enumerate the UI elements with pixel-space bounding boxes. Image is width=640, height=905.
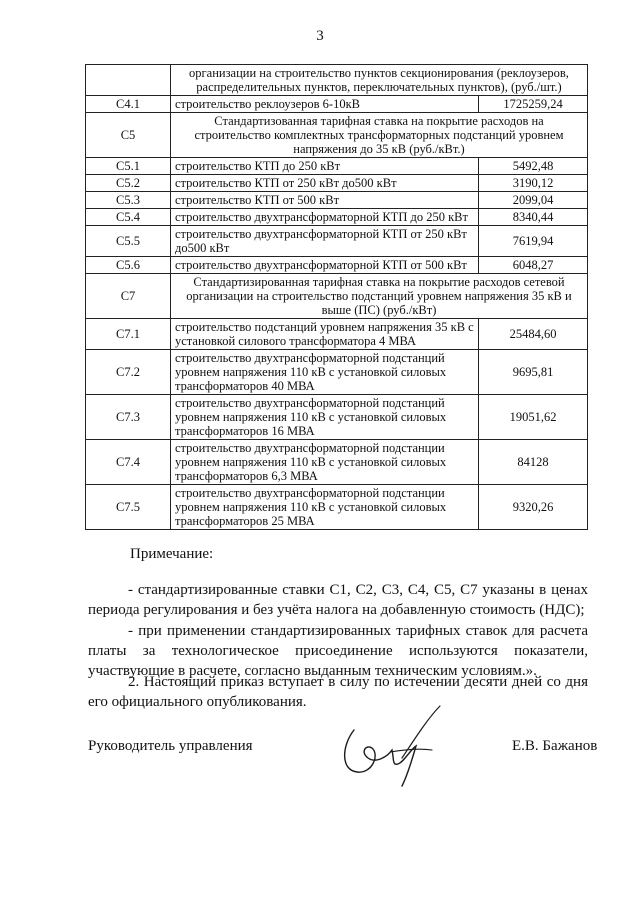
table-cell-description: строительство двухтрансформаторной подстанций уровнем напряжения 110 кВ с установкой силовых трансформаторов 16 МВА (171, 395, 479, 440)
table-section-title: Стандартизованная тарифная ставка на покрытие расходов на строительство комплектных трансформаторных подстанций уровнем напряжения до 35 кВ (руб./кВт.) (171, 113, 588, 158)
table-cell-value: 25484,60 (479, 319, 588, 350)
table-cell-description: строительство двухтрансформаторной КТП от 500 кВт (171, 257, 479, 274)
table-cell-code (86, 65, 171, 96)
table-cell-value: 8340,44 (479, 209, 588, 226)
notes-title: Примечание: (130, 546, 214, 562)
table-cell-description: строительство КТП от 250 кВт до500 кВт (171, 175, 479, 192)
table-cell-value: 3190,12 (479, 175, 588, 192)
clause-2-text: 2. Настоящий приказ вступает в силу по истечении десяти дней со дня его официального опубликования. (88, 674, 588, 710)
table-cell-code: C7 (86, 274, 171, 319)
handwritten-signature (332, 700, 452, 790)
table-cell-value: 6048,27 (479, 257, 588, 274)
note-item-2-text: - при применении стандартизированных тарифных ставок для расчета платы за технологическое присоединение используются показатели, участвующие в расчете, согласно выданным техническим условиям.». (88, 623, 588, 679)
signatory-position: Руководитель управления (88, 738, 253, 754)
signatory-name: Е.В. Бажанов (512, 738, 598, 754)
table-cell-code: C7.1 (86, 319, 171, 350)
table-cell-description: строительство КТП от 500 кВт (171, 192, 479, 209)
table-cell-code: C7.5 (86, 485, 171, 530)
table-cell-code: C5.1 (86, 158, 171, 175)
table-cell-value: 9695,81 (479, 350, 588, 395)
table-row (86, 192, 588, 209)
table-row (86, 226, 588, 257)
table-row (86, 485, 588, 530)
table-cell-value: 84128 (479, 440, 588, 485)
table-row (86, 319, 588, 350)
table-row (86, 350, 588, 395)
table-cell-value: 19051,62 (479, 395, 588, 440)
table-section-row (86, 274, 588, 319)
table-cell-description: строительство КТП до 250 кВт (171, 158, 479, 175)
table-row (86, 395, 588, 440)
table-cell-code: C5.4 (86, 209, 171, 226)
table-section-row (86, 113, 588, 158)
table-cell-description: строительство подстанций уровнем напряжения 35 кВ с установкой силового трансформатора 4 МВА (171, 319, 479, 350)
table-row-lead (86, 65, 588, 96)
table-cell-code: C5.2 (86, 175, 171, 192)
table-cell-description: строительство двухтрансформаторной подстанций уровнем напряжения 110 кВ с установкой силовых трансформаторов 40 МВА (171, 350, 479, 395)
table-cell-description: строительство двухтрансформаторной подстанции уровнем напряжения 110 кВ с установкой силовых трансформаторов 6,3 МВА (171, 440, 479, 485)
table-row (86, 175, 588, 192)
table-row (86, 440, 588, 485)
table-cell-value: 5492,48 (479, 158, 588, 175)
tariff-table (85, 64, 588, 530)
table-row (86, 158, 588, 175)
table-section-title: Стандартизированная тарифная ставка на покрытие расходов сетевой организации на строительство подстанций уровнем напряжения 35 кВ и выше (ПС) (руб./кВт) (171, 274, 588, 319)
table-cell-code: C5.5 (86, 226, 171, 257)
table-cell-code: C4.1 (86, 96, 171, 113)
note-item-1 (88, 580, 588, 620)
table-cell-value: 9320,26 (479, 485, 588, 530)
table-cell-code: C5 (86, 113, 171, 158)
tariff-table-body (86, 65, 588, 530)
table-lead-text: организации на строительство пунктов секционирования (реклоузеров, распределительных пунктов, переключательных пунктов), (руб./шт.) (171, 65, 588, 96)
table-cell-description: строительство реклоузеров 6-10кВ (171, 96, 479, 113)
table-cell-description: строительство двухтрансформаторной КТП от 250 кВт до500 кВт (171, 226, 479, 257)
note-item-1-text: - стандартизированные ставки С1, С2, С3, С4, С5, С7 указаны в ценах периода регулирования и без учёта налога на добавленную стоимость (НДС); (88, 582, 588, 618)
table-cell-code: C7.2 (86, 350, 171, 395)
table-cell-code: C7.3 (86, 395, 171, 440)
table-row (86, 96, 588, 113)
table-cell-code: C5.3 (86, 192, 171, 209)
page-number: 3 (316, 28, 324, 44)
table-cell-value: 7619,94 (479, 226, 588, 257)
table-cell-code: C5.6 (86, 257, 171, 274)
table-cell-description: строительство двухтрансформаторной подстанции уровнем напряжения 110 кВ с установкой силовых трансформаторов 25 МВА (171, 485, 479, 530)
table-cell-value: 1725259,24 (479, 96, 588, 113)
table-row (86, 257, 588, 274)
table-cell-code: C7.4 (86, 440, 171, 485)
table-row (86, 209, 588, 226)
table-cell-value: 2099,04 (479, 192, 588, 209)
table-cell-description: строительство двухтрансформаторной КТП до 250 кВт (171, 209, 479, 226)
